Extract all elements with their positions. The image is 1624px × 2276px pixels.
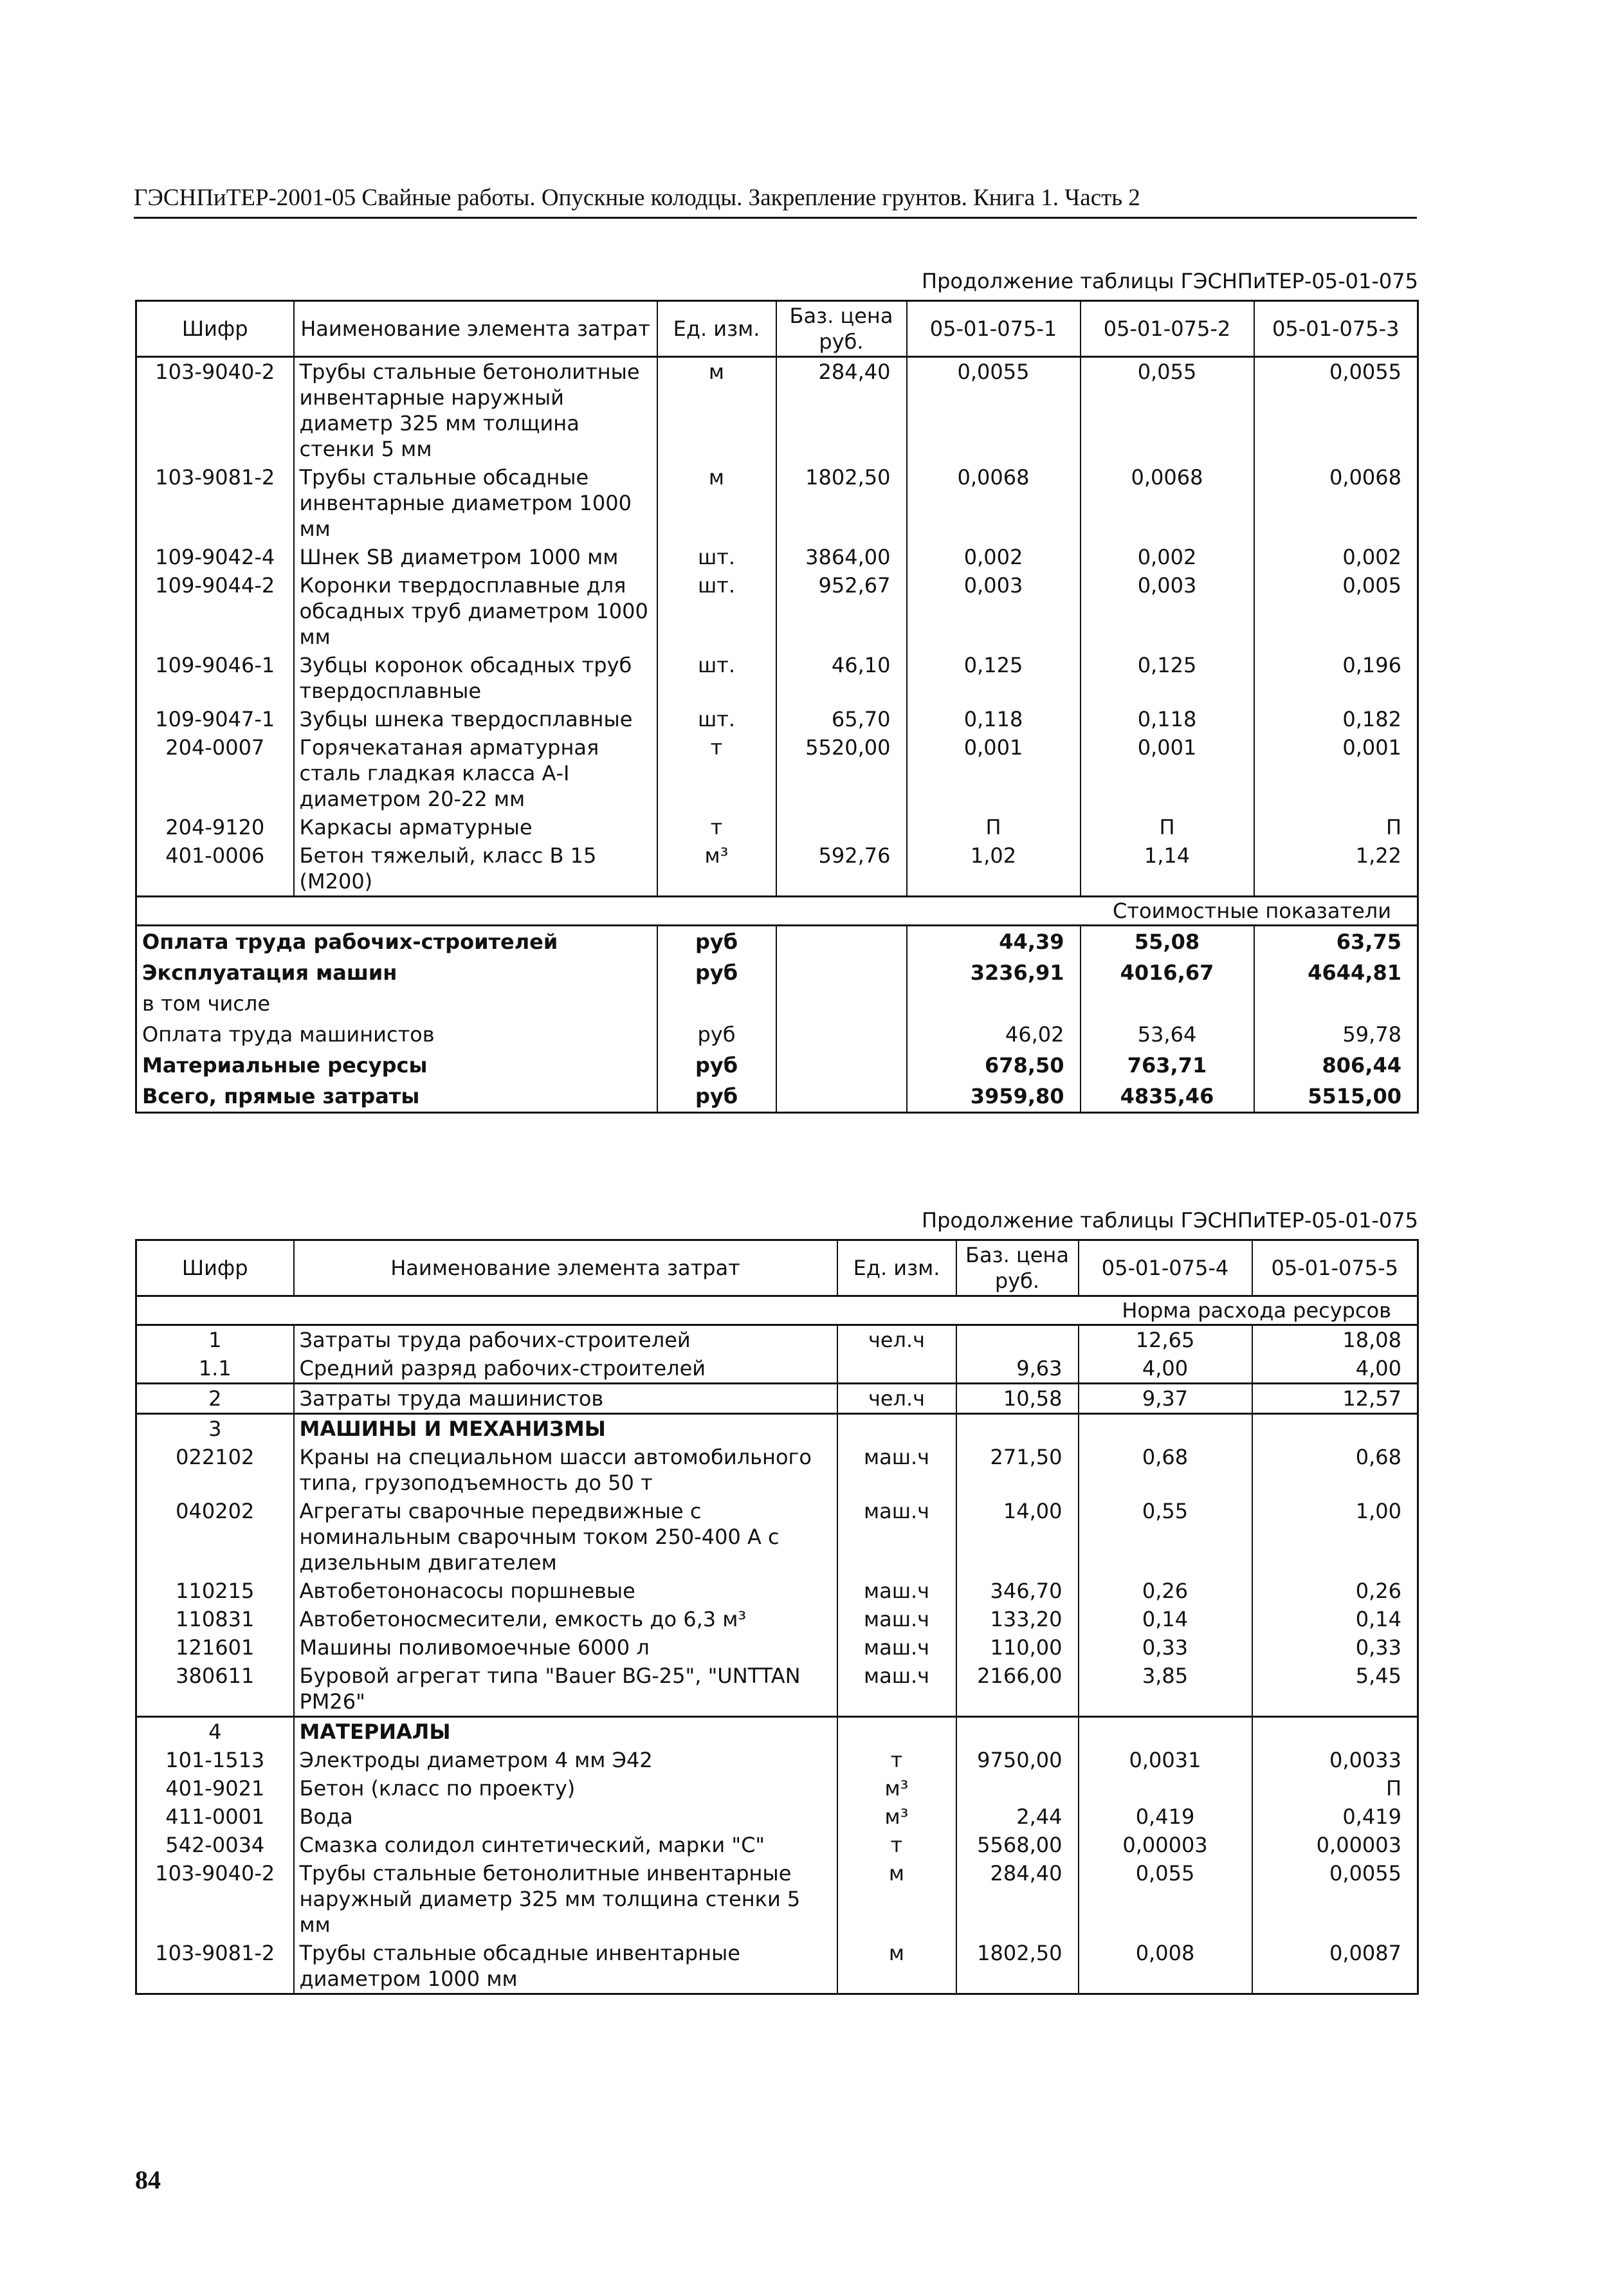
table-cell: 3236,91: [907, 957, 1081, 988]
table-row: [136, 463, 1418, 543]
table-cell: Горячекатаная арматурная сталь гладкая класса А-I диаметром 20-22 мм: [294, 733, 657, 813]
table-cell: [1252, 1414, 1418, 1444]
table-row: [136, 1662, 1418, 1717]
table-row: [136, 841, 1418, 897]
table-cell: 5568,00: [956, 1831, 1079, 1859]
table-row: [136, 1831, 1418, 1859]
table-row: [136, 1414, 1418, 1444]
cost-label: Оплата труда машинистов: [136, 1019, 657, 1050]
table-row: [136, 1577, 1418, 1605]
table-cell: 678,50: [907, 1050, 1081, 1081]
table-cell: 53,64: [1081, 1019, 1254, 1050]
table-cell: 542-0034: [136, 1831, 294, 1859]
table-cell: 65,70: [776, 705, 907, 733]
table-cell: т: [657, 813, 776, 841]
table-row: [136, 571, 1418, 651]
table2-continuation-caption: Продолжение таблицы ГЭСНПиТЕР-05-01-075: [922, 1208, 1418, 1233]
table-cell: 1802,50: [956, 1939, 1079, 1994]
table-cell: Затраты труда машинистов: [294, 1384, 837, 1414]
table-cell: 0,0031: [1079, 1746, 1252, 1774]
table-cell: 103-9040-2: [136, 1859, 294, 1939]
table-cell: 103-9081-2: [136, 1939, 294, 1994]
table-cell: 4: [136, 1717, 294, 1747]
table-cell: 5,45: [1252, 1662, 1418, 1717]
table-cell: руб: [657, 926, 776, 958]
table-cell: 9,37: [1079, 1384, 1252, 1414]
table-cell: 0,26: [1079, 1577, 1252, 1605]
table1: [135, 300, 1419, 1114]
table-cell: 109-9047-1: [136, 705, 294, 733]
table-cell: м: [837, 1859, 956, 1939]
table-cell: Краны на специальном шасси автомобильного типа, грузоподъемность до 50 т: [294, 1443, 837, 1497]
table-cell: 9,63: [956, 1354, 1079, 1384]
table-cell: 44,39: [907, 926, 1081, 958]
table-cell: 3,85: [1079, 1662, 1252, 1717]
table-cell: 1: [136, 1325, 294, 1355]
table-cell: 0,002: [1081, 543, 1254, 571]
table-cell: 0,0055: [907, 357, 1081, 464]
table-cell: 63,75: [1254, 926, 1418, 958]
table-cell: 346,70: [956, 1577, 1079, 1605]
table-cell: [776, 1050, 907, 1081]
table-cell: 46,02: [907, 1019, 1081, 1050]
table2-header-row: [136, 1240, 1418, 1296]
table-cell: 0,125: [1081, 651, 1254, 705]
table-cell: 284,40: [776, 357, 907, 464]
table-cell: 0,182: [1254, 705, 1418, 733]
table-cell: чел.ч: [837, 1384, 956, 1414]
table-cell: шт.: [657, 571, 776, 651]
table-cell: П: [907, 813, 1081, 841]
table-cell: Агрегаты сварочные передвижные с номинальным сварочным током 250-400 А с дизельным двигателем: [294, 1497, 837, 1577]
table-cell: П: [1252, 1774, 1418, 1803]
table-cell: м: [657, 463, 776, 543]
table-cell: Шнек SB диаметром 1000 мм: [294, 543, 657, 571]
column-header: Шифр: [136, 1240, 294, 1296]
table-row: [136, 1803, 1418, 1831]
cost-row: [136, 1081, 1418, 1113]
table-cell: 1,14: [1081, 841, 1254, 897]
column-header: 05-01-075-5: [1252, 1240, 1418, 1296]
table-cell: [776, 957, 907, 988]
table-cell: 0,005: [1254, 571, 1418, 651]
table-row: [136, 1746, 1418, 1774]
table-cell: 14,00: [956, 1497, 1079, 1577]
table-cell: [837, 1717, 956, 1747]
table-row: [136, 1605, 1418, 1633]
table-cell: 1.1: [136, 1354, 294, 1384]
table-cell: Бетон тяжелый, класс В 15 (М200): [294, 841, 657, 897]
table-cell: м³: [657, 841, 776, 897]
cost-caption: Стоимостные показатели: [136, 897, 1418, 926]
table-cell: 55,08: [1081, 926, 1254, 958]
table-cell: [956, 1774, 1079, 1803]
table-cell: 0,055: [1081, 357, 1254, 464]
cost-caption-row: [136, 897, 1418, 926]
table-cell: маш.ч: [837, 1443, 956, 1497]
table1-header-row: [136, 301, 1418, 357]
column-header: 05-01-075-3: [1254, 301, 1418, 357]
table-cell: [776, 813, 907, 841]
cost-label: Материальные ресурсы: [136, 1050, 657, 1081]
table-cell: руб: [657, 1050, 776, 1081]
table-cell: маш.ч: [837, 1633, 956, 1662]
table-cell: [776, 926, 907, 958]
table-cell: 271,50: [956, 1443, 1079, 1497]
table-cell: 109-9042-4: [136, 543, 294, 571]
table-cell: [1079, 1414, 1252, 1444]
table-cell: 0,001: [1081, 733, 1254, 813]
cost-label: Оплата труда рабочих-строителей: [136, 926, 657, 958]
table-row: [136, 357, 1418, 464]
table-cell: Зубцы коронок обсадных труб твердосплавные: [294, 651, 657, 705]
column-header: Баз. цена руб.: [956, 1240, 1079, 1296]
table-cell: [837, 1414, 956, 1444]
table-cell: 59,78: [1254, 1019, 1418, 1050]
table-cell: 101-1513: [136, 1746, 294, 1774]
cost-row: [136, 988, 1418, 1019]
table-cell: 0,008: [1079, 1939, 1252, 1994]
table-cell: 0,33: [1079, 1633, 1252, 1662]
table-cell: 4016,67: [1081, 957, 1254, 988]
table-cell: 0,002: [1254, 543, 1418, 571]
norm-caption: Норма расхода ресурсов: [136, 1296, 1418, 1325]
table-cell: 2,44: [956, 1803, 1079, 1831]
table-cell: Бетон (класс по проекту): [294, 1774, 837, 1803]
table-cell: МАТЕРИАЛЫ: [294, 1717, 837, 1747]
table-cell: [1079, 1717, 1252, 1747]
running-header: ГЭСНПиТЕР-2001-05 Свайные работы. Опускные колодцы. Закрепление грунтов. Книга 1. Часть 2: [134, 184, 1417, 219]
table-cell: Трубы стальные бетонолитные инвентарные наружный диаметр 325 мм толщина стенки 5 мм: [294, 1859, 837, 1939]
table-cell: 022102: [136, 1443, 294, 1497]
table-cell: 0,003: [1081, 571, 1254, 651]
table-cell: [837, 1354, 956, 1384]
cost-label: в том числе: [136, 988, 657, 1019]
column-header: Баз. цена руб.: [776, 301, 907, 357]
table-cell: 0,002: [907, 543, 1081, 571]
table-cell: 18,08: [1252, 1325, 1418, 1355]
table-cell: Автобетоносмесители, емкость до 6,3 м³: [294, 1605, 837, 1633]
table-cell: 110,00: [956, 1633, 1079, 1662]
table-cell: Затраты труда рабочих-строителей: [294, 1325, 837, 1355]
table-cell: чел.ч: [837, 1325, 956, 1355]
table2: [135, 1239, 1419, 1995]
table-cell: 0,0068: [907, 463, 1081, 543]
table-cell: [1252, 1717, 1418, 1747]
table-cell: 5515,00: [1254, 1081, 1418, 1113]
table-cell: руб: [657, 957, 776, 988]
table-cell: 133,20: [956, 1605, 1079, 1633]
table-row: [136, 1443, 1418, 1497]
table-cell: 12,65: [1079, 1325, 1252, 1355]
table-cell: Средний разряд рабочих-строителей: [294, 1354, 837, 1384]
table-cell: руб: [657, 1019, 776, 1050]
table-cell: шт.: [657, 705, 776, 733]
table-cell: т: [837, 1746, 956, 1774]
table-cell: 4644,81: [1254, 957, 1418, 988]
table-row: [136, 1384, 1418, 1414]
table-row: [136, 651, 1418, 705]
table-cell: Зубцы шнека твердосплавные: [294, 705, 657, 733]
table-row: [136, 1325, 1418, 1355]
column-header: Ед. изм.: [657, 301, 776, 357]
table-cell: 110215: [136, 1577, 294, 1605]
table-cell: 4835,46: [1081, 1081, 1254, 1113]
table-cell: 401-9021: [136, 1774, 294, 1803]
table-cell: 592,76: [776, 841, 907, 897]
table-cell: м³: [837, 1803, 956, 1831]
table-cell: 5520,00: [776, 733, 907, 813]
table-cell: 763,71: [1081, 1050, 1254, 1081]
norm-caption-row: [136, 1296, 1418, 1325]
table-cell: [956, 1325, 1079, 1355]
table-cell: руб: [657, 1081, 776, 1113]
cost-label: Эксплуатация машин: [136, 957, 657, 988]
table-cell: [907, 988, 1081, 1019]
table-cell: [776, 1081, 907, 1113]
column-header: Ед. изм.: [837, 1240, 956, 1296]
table-cell: 0,14: [1079, 1605, 1252, 1633]
table-cell: 0,33: [1252, 1633, 1418, 1662]
cost-row: [136, 926, 1418, 958]
table-cell: маш.ч: [837, 1605, 956, 1633]
table-cell: Трубы стальные обсадные инвентарные диаметром 1000 мм: [294, 1939, 837, 1994]
table-cell: 0,0087: [1252, 1939, 1418, 1994]
table-cell: [776, 988, 907, 1019]
cost-row: [136, 1050, 1418, 1081]
table-row: [136, 1354, 1418, 1384]
table-cell: 110831: [136, 1605, 294, 1633]
table-cell: 0,14: [1252, 1605, 1418, 1633]
table-cell: 0,26: [1252, 1577, 1418, 1605]
column-header: Шифр: [136, 301, 294, 357]
table-cell: 0,003: [907, 571, 1081, 651]
table-cell: П: [1254, 813, 1418, 841]
table1-continuation-caption: Продолжение таблицы ГЭСНПиТЕР-05-01-075: [922, 269, 1418, 293]
column-header: 05-01-075-2: [1081, 301, 1254, 357]
table-cell: 0,001: [1254, 733, 1418, 813]
table-cell: маш.ч: [837, 1577, 956, 1605]
table-cell: П: [1081, 813, 1254, 841]
table-cell: 0,0055: [1254, 357, 1418, 464]
table-cell: 040202: [136, 1497, 294, 1577]
column-header: Наименование элемента затрат: [294, 301, 657, 357]
column-header: 05-01-075-1: [907, 301, 1081, 357]
table-row: [136, 705, 1418, 733]
column-header: 05-01-075-4: [1079, 1240, 1252, 1296]
table-cell: 0,0055: [1252, 1859, 1418, 1939]
table-cell: [657, 988, 776, 1019]
table-cell: 204-0007: [136, 733, 294, 813]
table-cell: 411-0001: [136, 1803, 294, 1831]
table-cell: 103-9081-2: [136, 463, 294, 543]
table-cell: маш.ч: [837, 1497, 956, 1577]
table-cell: Буровой агрегат типа "Bauer BG-25", "UNTTAN PM26": [294, 1662, 837, 1717]
table-cell: 121601: [136, 1633, 294, 1662]
table-cell: 204-9120: [136, 813, 294, 841]
page-number: 84: [135, 2165, 161, 2194]
table-cell: 1802,50: [776, 463, 907, 543]
table-cell: 806,44: [1254, 1050, 1418, 1081]
table-cell: [1081, 988, 1254, 1019]
cost-label: Всего, прямые затраты: [136, 1081, 657, 1113]
table-cell: 0,00003: [1079, 1831, 1252, 1859]
table-cell: [1254, 988, 1418, 1019]
table-cell: 0,68: [1079, 1443, 1252, 1497]
table-cell: м: [657, 357, 776, 464]
table-cell: 0,0033: [1252, 1746, 1418, 1774]
table-cell: 0,419: [1252, 1803, 1418, 1831]
table-cell: 103-9040-2: [136, 357, 294, 464]
table-cell: Коронки твердосплавные для обсадных труб диаметром 1000 мм: [294, 571, 657, 651]
table-cell: шт.: [657, 651, 776, 705]
table-cell: Машины поливомоечные 6000 л: [294, 1633, 837, 1662]
table-cell: 284,40: [956, 1859, 1079, 1939]
table-row: [136, 813, 1418, 841]
table-cell: 0,55: [1079, 1497, 1252, 1577]
cost-row: [136, 1019, 1418, 1050]
table-cell: 0,0068: [1081, 463, 1254, 543]
table-cell: [956, 1717, 1079, 1747]
table-cell: 380611: [136, 1662, 294, 1717]
cost-row: [136, 957, 1418, 988]
table-cell: 9750,00: [956, 1746, 1079, 1774]
table-row: [136, 1633, 1418, 1662]
table-row: [136, 543, 1418, 571]
table-cell: Автобетононасосы поршневые: [294, 1577, 837, 1605]
table-cell: 2: [136, 1384, 294, 1414]
table-cell: м: [837, 1939, 956, 1994]
table-cell: 2166,00: [956, 1662, 1079, 1717]
table-cell: 1,22: [1254, 841, 1418, 897]
table-cell: 12,57: [1252, 1384, 1418, 1414]
table-cell: 10,58: [956, 1384, 1079, 1414]
table-cell: Каркасы арматурные: [294, 813, 657, 841]
table-cell: 0,196: [1254, 651, 1418, 705]
table-cell: 0,001: [907, 733, 1081, 813]
table-cell: 0,419: [1079, 1803, 1252, 1831]
table-row: [136, 1859, 1418, 1939]
table-cell: 0,118: [1081, 705, 1254, 733]
table-cell: т: [837, 1831, 956, 1859]
table-cell: 0,00003: [1252, 1831, 1418, 1859]
table-cell: МАШИНЫ И МЕХАНИЗМЫ: [294, 1414, 837, 1444]
table-cell: шт.: [657, 543, 776, 571]
table-cell: 46,10: [776, 651, 907, 705]
table-cell: 401-0006: [136, 841, 294, 897]
table-cell: 3: [136, 1414, 294, 1444]
table-cell: Трубы стальные обсадные инвентарные диаметром 1000 мм: [294, 463, 657, 543]
table-cell: м³: [837, 1774, 956, 1803]
table-cell: Электроды диаметром 4 мм Э42: [294, 1746, 837, 1774]
table-cell: [776, 1019, 907, 1050]
column-header: Наименование элемента затрат: [294, 1240, 837, 1296]
table-cell: 3959,80: [907, 1081, 1081, 1113]
table-cell: 0,055: [1079, 1859, 1252, 1939]
table-cell: 3864,00: [776, 543, 907, 571]
table-cell: Смазка солидол синтетический, марки "С": [294, 1831, 837, 1859]
table-row: [136, 1717, 1418, 1747]
table-row: [136, 1939, 1418, 1994]
table-cell: т: [657, 733, 776, 813]
table-cell: 0,125: [907, 651, 1081, 705]
table-cell: 1,00: [1252, 1497, 1418, 1577]
table-cell: Трубы стальные бетонолитные инвентарные наружный диаметр 325 мм толщина стенки 5 мм: [294, 357, 657, 464]
table-cell: 4,00: [1079, 1354, 1252, 1384]
table-cell: [1079, 1774, 1252, 1803]
table-cell: 0,0068: [1254, 463, 1418, 543]
table-cell: 109-9046-1: [136, 651, 294, 705]
table-cell: 952,67: [776, 571, 907, 651]
table-cell: Вода: [294, 1803, 837, 1831]
table-cell: 0,68: [1252, 1443, 1418, 1497]
table-cell: маш.ч: [837, 1662, 956, 1717]
table-cell: 0,118: [907, 705, 1081, 733]
table-row: [136, 1774, 1418, 1803]
table-cell: 109-9044-2: [136, 571, 294, 651]
table-row: [136, 1497, 1418, 1577]
table-cell: 1,02: [907, 841, 1081, 897]
table-cell: 4,00: [1252, 1354, 1418, 1384]
table-cell: [956, 1414, 1079, 1444]
table-row: [136, 733, 1418, 813]
